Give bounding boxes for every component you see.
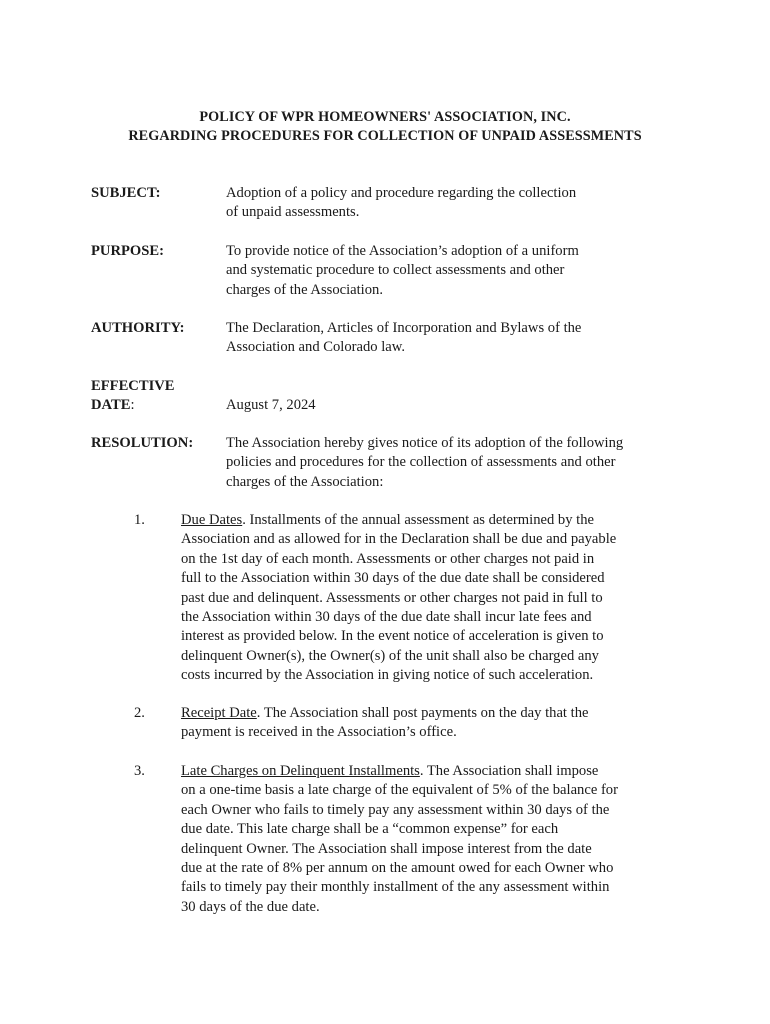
list-item-line: due at the rate of 8% per annum on the amount owed for each Owner who xyxy=(181,860,614,877)
authority-line: The Declaration, Articles of Incorporation and Bylaws of the xyxy=(226,320,582,336)
document-title-line-1: POLICY OF WPR HOMEOWNERS' ASSOCIATION, INC. xyxy=(199,109,571,125)
authority-label: AUTHORITY: xyxy=(91,320,185,336)
list-item-line: full to the Association within 30 days of the due date shall be considered xyxy=(181,570,605,587)
list-item-line: on the 1st day of each month. Assessments or other charges not paid in xyxy=(181,550,595,567)
authority-value xyxy=(226,319,686,358)
list-item-heading: Due Dates xyxy=(181,512,243,528)
list-item-line: delinquent Owner. The Association shall impose interest from the date xyxy=(181,840,592,857)
list-item-line: fails to timely pay their monthly installment of the any assessment within xyxy=(181,879,610,896)
list-item-heading: Receipt Date xyxy=(181,705,257,721)
resolution-line: charges of the Association: xyxy=(226,473,384,490)
list-item-body xyxy=(181,704,681,743)
purpose-line: charges of the Association. xyxy=(226,281,383,298)
list-item-heading: Late Charges on Delinquent Installments xyxy=(181,763,420,779)
list-item-line: payment is received in the Association’s office. xyxy=(181,724,457,741)
list-item-body xyxy=(181,511,681,686)
effective-date-value: August 7, 2024 xyxy=(226,397,316,413)
purpose-label: PURPOSE: xyxy=(91,243,164,259)
list-item-line: interest as provided below. In the event notice of acceleration is given to xyxy=(181,628,604,645)
list-item-line: costs incurred by the Association in giving notice of such acceleration. xyxy=(181,667,594,684)
subject-value xyxy=(226,184,686,223)
list-item-line: 30 days of the due date. xyxy=(181,898,320,915)
list-item-line: on a one-time basis a late charge of the equivalent of 5% of the balance for xyxy=(181,782,618,799)
list-item-number: 1. xyxy=(134,512,145,528)
list-item-line: delinquent Owner(s), the Owner(s) of the unit shall also be charged any xyxy=(181,647,599,664)
effective-date-label xyxy=(91,377,221,416)
list-item-line: past due and delinquent. Assessments or other charges not paid in full to xyxy=(181,589,603,606)
purpose-line: and systematic procedure to collect assessments and other xyxy=(226,262,565,279)
list-item-body xyxy=(181,762,681,917)
subject-line: Adoption of a policy and procedure regarding the collection xyxy=(226,185,577,201)
list-item-line: each Owner who fails to timely pay any assessment within 30 days of the xyxy=(181,801,610,818)
resolution-line: policies and procedures for the collection of assessments and other xyxy=(226,454,616,471)
subject-line: of unpaid assessments. xyxy=(226,204,360,221)
purpose-line: To provide notice of the Association’s adoption of a uniform xyxy=(226,243,579,259)
document-title-line-2: REGARDING PROCEDURES FOR COLLECTION OF UNPAID ASSESSMENTS xyxy=(128,128,642,144)
list-item-first-line: . The Association shall post payments on the day that the xyxy=(256,705,589,721)
resolution-value xyxy=(226,434,686,492)
subject-label: SUBJECT: xyxy=(91,185,161,201)
authority-line: Association and Colorado law. xyxy=(226,339,406,356)
effective-date-label-line-2: DATE xyxy=(91,397,131,414)
list-item-line: the Association within 30 days of the due date shall incur late fees and xyxy=(181,609,592,626)
effective-date-label-line-1: EFFECTIVE xyxy=(91,378,175,394)
list-item-line: due date. This late charge shall be a “common expense” for each xyxy=(181,821,559,838)
list-item-number: 2. xyxy=(134,705,145,721)
resolution-line: The Association hereby gives notice of its adoption of the following xyxy=(226,435,624,451)
purpose-value xyxy=(226,242,686,300)
effective-date-label-colon: : xyxy=(130,397,135,414)
list-item-number: 3. xyxy=(134,763,145,779)
resolution-label: RESOLUTION: xyxy=(91,435,194,451)
list-item-first-line: . The Association shall impose xyxy=(419,763,599,779)
list-item-first-line: . Installments of the annual assessment as determined by the xyxy=(242,512,594,528)
list-item-line: Association and as allowed for in the Declaration shall be due and payable xyxy=(181,531,617,548)
